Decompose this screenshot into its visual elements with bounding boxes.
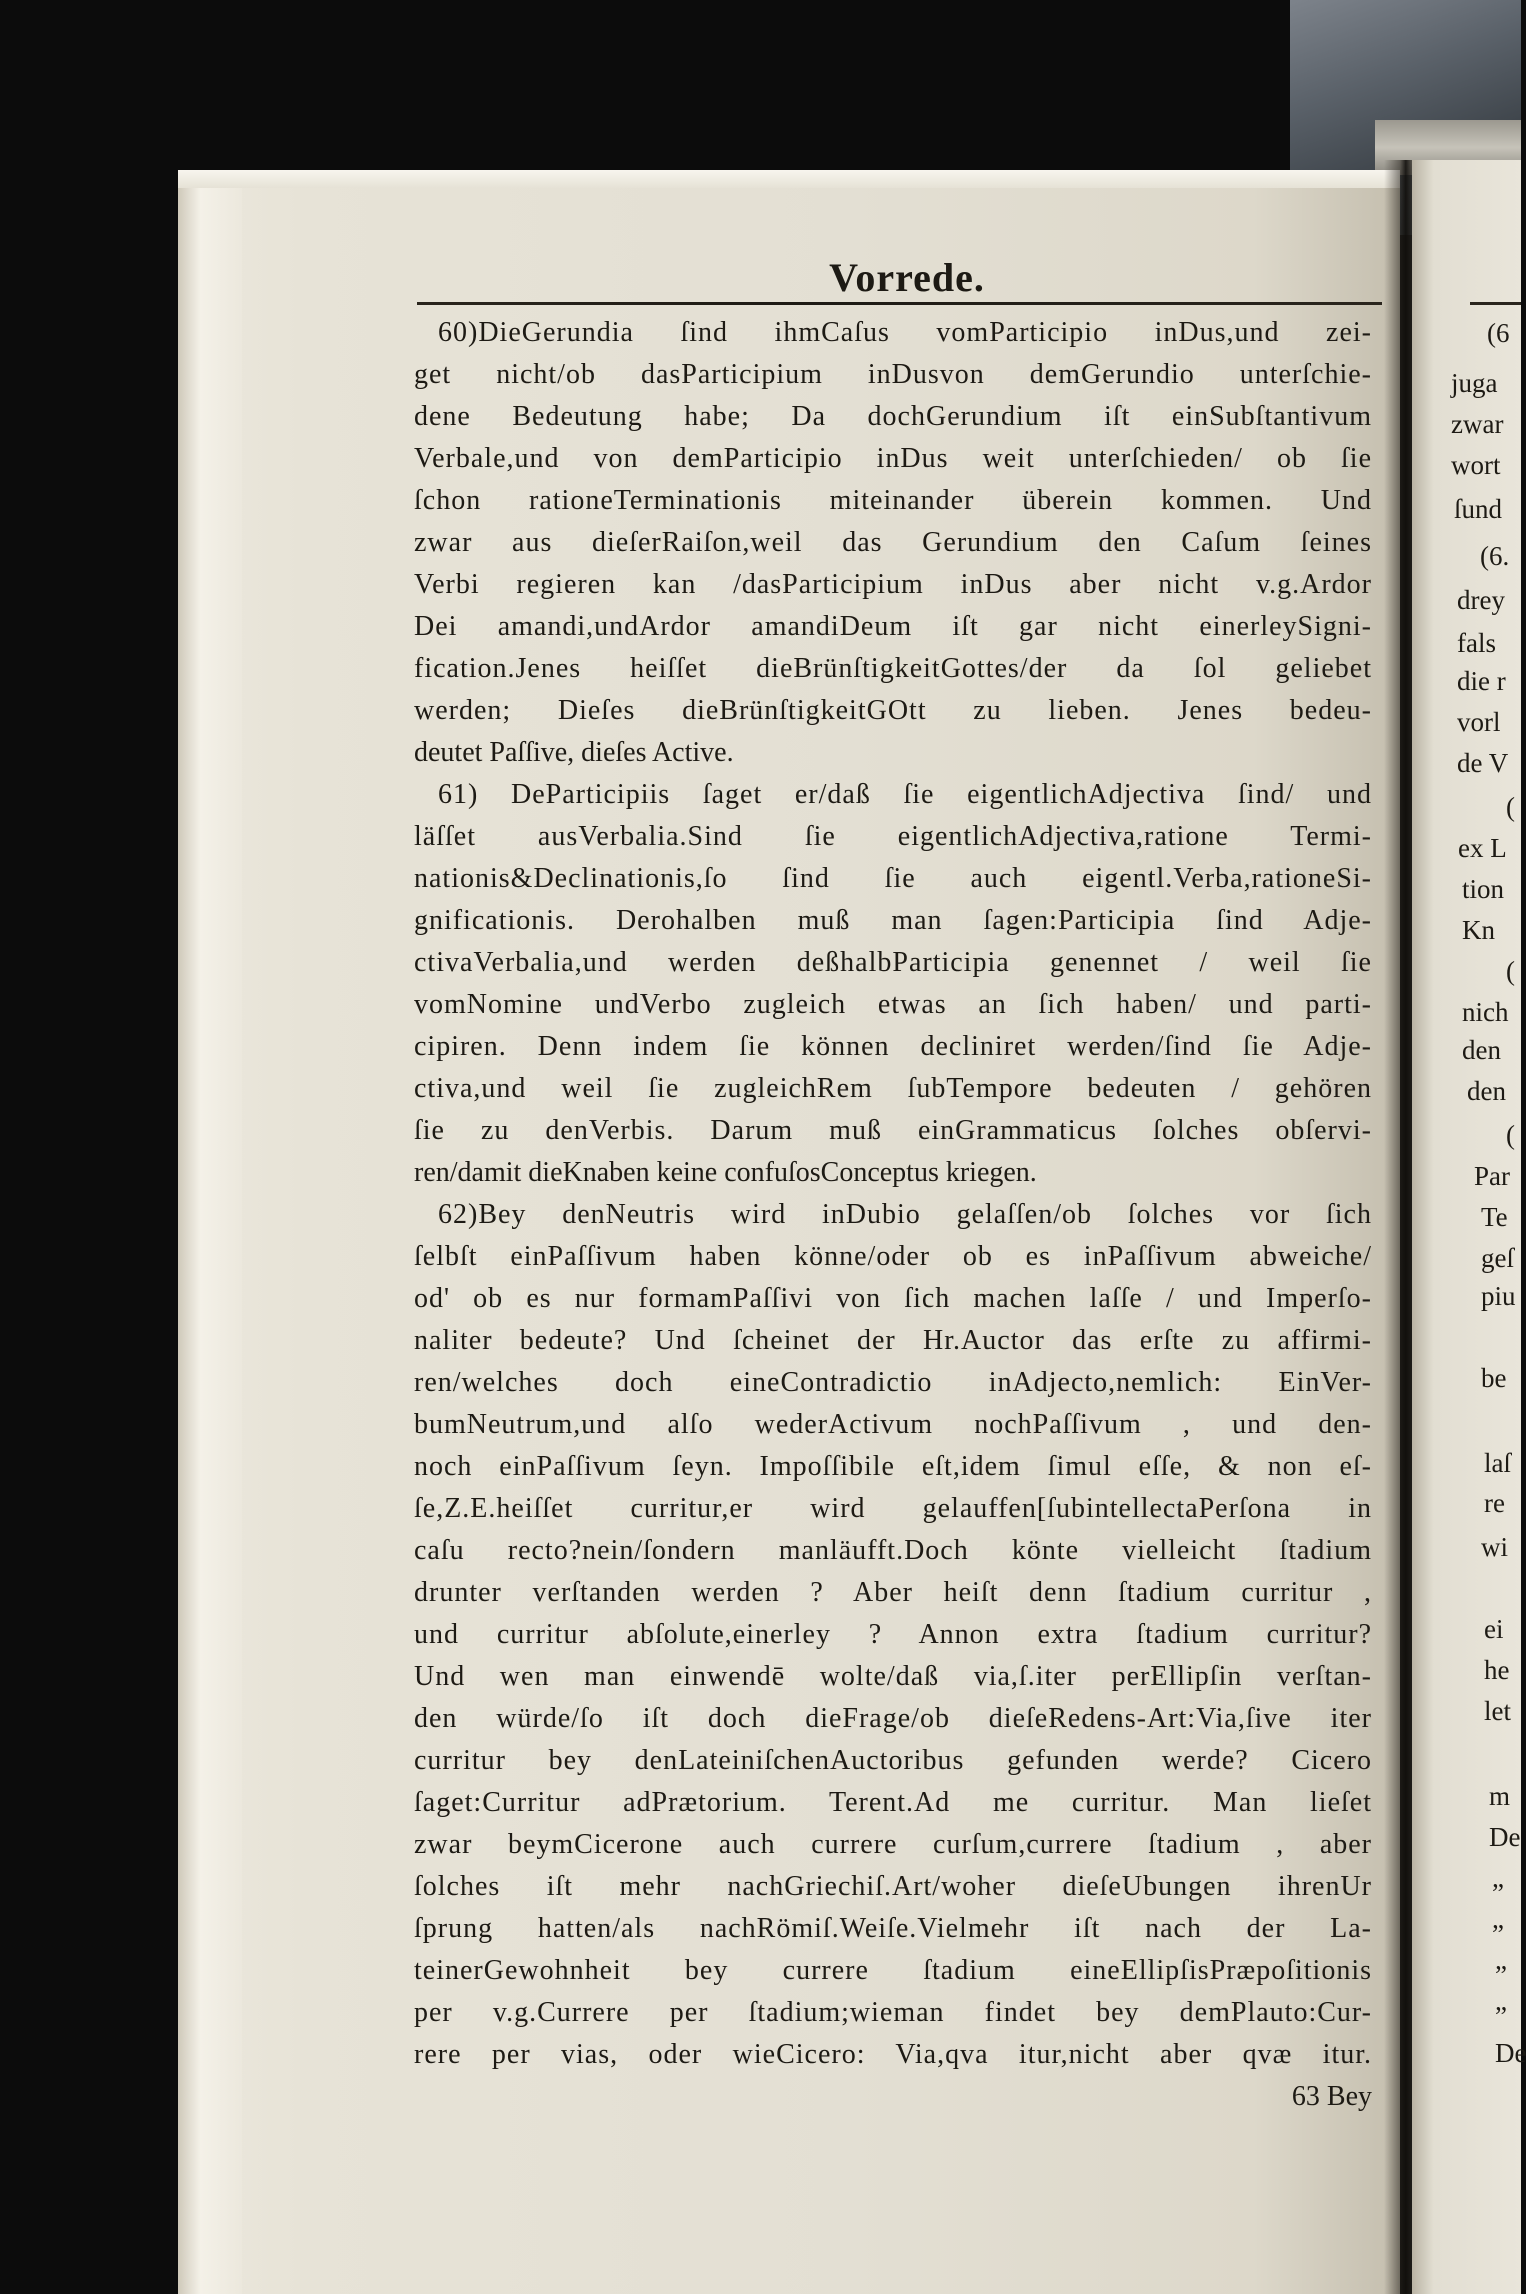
facing-page-fragment: re	[1484, 1488, 1505, 1518]
text-line: curritur bey denLateiniſchenAuctoribus gefunden werde? Cicero	[414, 1745, 1372, 1776]
text-line: ſelbſt einPaſſivum haben könne/oder ob es inPaſſivum abweiche/	[414, 1241, 1372, 1272]
facing-page-fragment: vorl	[1457, 707, 1501, 737]
vellum-top-edge	[178, 170, 1400, 188]
text-line: läſſet ausVerbalia.Sind ſie eigentlichAdjectiva,ratione Termi-	[414, 821, 1372, 852]
text-line: dene Bedeutung habe; Da dochGerundium iſt einSubſtantivum	[414, 401, 1372, 432]
facing-page-fragment: (	[1506, 792, 1515, 822]
facing-page-fragment: „	[1495, 1945, 1507, 1975]
text-block	[414, 312, 1372, 2118]
text-line: ſolches iſt mehr nachGriechiſ.Art/woher dieſeUbungen ihrenUr	[414, 1871, 1372, 1902]
facing-page-fragment: (6	[1487, 318, 1510, 348]
text-line: Dei amandi,undArdor amandiDeum iſt gar nicht einerleySigni-	[414, 611, 1372, 642]
facing-page-fragment: laſ	[1484, 1448, 1511, 1478]
facing-page-fragment: Te	[1481, 1202, 1508, 1232]
text-line: od' ob es nur formamPaſſivi von ſich machen laſſe / und Imperſo-	[414, 1283, 1372, 1314]
paragraph	[414, 1194, 1372, 2076]
facing-page-fragment: die r	[1457, 666, 1506, 696]
head-rule	[417, 302, 1382, 305]
text-line: bumNeutrum,und alſo wederActivum nochPaſſivum , und den-	[414, 1409, 1372, 1440]
facing-page-fragment: ei	[1484, 1614, 1504, 1644]
text-line: gnificationis. Derohalben muß man ſagen:Participia ſind Adje-	[414, 905, 1372, 936]
facing-page-fragment: m	[1489, 1781, 1511, 1811]
facing-page-fragment: be	[1481, 1363, 1507, 1393]
text-line: per v.g.Currere per ſtadium;wieman findet bey demPlauto:Cur-	[414, 1997, 1372, 2028]
text-line: teinerGewohnheit bey currere ſtadium eineEllipſisPræpoſitionis	[414, 1955, 1372, 1986]
catchword: 63 Bey	[1291, 2081, 1372, 2112]
facing-page-fragment: wi	[1481, 1532, 1508, 1562]
text-line: ſie zu denVerbis. Darum muß einGrammaticus ſolches obſervi-	[414, 1115, 1372, 1146]
facing-page-fragment: wort	[1451, 450, 1501, 480]
text-line: caſu recto?nein/ſondern manläufft.Doch könte vielleicht ſtadium	[414, 1535, 1372, 1566]
facing-page-fragment: piu	[1481, 1281, 1516, 1311]
facing-page-fragment: den	[1467, 1076, 1506, 1106]
text-line: get nicht/ob dasParticipium inDusvon demGerundio unterſchie-	[414, 359, 1372, 390]
facing-page-fragment: Par	[1474, 1161, 1510, 1191]
facing-page-fragment: juga	[1451, 368, 1498, 398]
facing-page-fragment: den	[1462, 1035, 1501, 1065]
text-line: Verbale,und von demParticipio inDus weit unterſchieden/ ob ſie	[414, 443, 1372, 474]
facing-page-fragment: drey	[1457, 585, 1505, 615]
text-line: 62)Bey denNeutris wird inDubio gelaſſen/ob ſolches vor ſich	[438, 1199, 1372, 1230]
text-line: ſe,Z.E.heiſſet curritur,er wird gelauffen[ſubintellectaPerſona in	[414, 1493, 1372, 1524]
facing-page-fragment: Kn	[1462, 915, 1495, 945]
text-line: vomNomine undVerbo zugleich etwas an ſich haben/ und parti-	[414, 989, 1372, 1020]
facing-page-fragment: (	[1506, 1120, 1515, 1150]
facing-page-fragment: De	[1489, 1822, 1521, 1852]
text-line: ſaget:Curritur adPrætorium. Terent.Ad me curritur. Man lieſet	[414, 1787, 1372, 1818]
facing-page-fragment: ex L	[1458, 833, 1507, 863]
text-line: den würde/ſo iſt doch dieFrage/ob dieſeRedens-Art:Via,ſive iter	[414, 1703, 1372, 1734]
text-line: ſchon rationeTerminationis miteinander überein kommen. Und	[414, 485, 1372, 516]
facing-page-fragment: (6.	[1480, 541, 1510, 571]
facing-page-fragment: zwar	[1451, 409, 1504, 439]
facing-page-fragment: he	[1484, 1655, 1510, 1685]
text-line: ren/welches doch eineContradictio inAdjecto,nemlich: EinVer-	[414, 1367, 1372, 1398]
facing-page-fragment: de V	[1457, 748, 1509, 778]
running-head: Vorrede.	[829, 255, 985, 300]
text-line: Verbi regieren kan /dasParticipium inDus aber nicht v.g.Ardor	[414, 569, 1372, 600]
facing-page-fragment: „	[1492, 1863, 1504, 1893]
text-line: Und wen man einwendē wolte/daß via,ſ.iter perEllipſin verſtan-	[414, 1661, 1372, 1692]
vellum-binding-edge	[178, 170, 242, 2294]
facing-page-fragment: ſund	[1454, 494, 1503, 524]
facing-page-fragment: let	[1484, 1696, 1511, 1726]
text-line: werden; Dieſes dieBrünſtigkeitGOtt zu lieben. Jenes bedeu-	[414, 695, 1372, 726]
text-line: cipiren. Denn indem ſie können decliniret werden/ſind ſie Adje-	[414, 1031, 1372, 1062]
facing-page-fragment: tion	[1462, 874, 1505, 904]
facing-page-fragment: geſ	[1481, 1243, 1514, 1273]
text-line: nationis&Declinationis,ſo ſind ſie auch eigentl.Verba,rationeSi-	[414, 863, 1372, 894]
text-line: drunter verſtanden werden ? Aber heiſt denn ſtadium curritur ,	[414, 1577, 1372, 1608]
facing-page-fragment: (	[1506, 956, 1515, 986]
text-line: zwar aus dieſerRaiſon,weil das Gerundium den Caſum ſeines	[414, 527, 1372, 558]
text-line: ſprung hatten/als nachRömiſ.Weiſe.Vielmehr iſt nach der La-	[414, 1913, 1372, 1944]
text-line: zwar beymCicerone auch currere curſum,currere ſtadium , aber	[414, 1829, 1372, 1860]
text-line: deutet Paſſive, dieſes Active.	[414, 737, 734, 768]
text-line: rere per vias, oder wieCicero: Via,qva itur,nicht aber qvæ itur.	[414, 2039, 1372, 2070]
paragraph	[414, 312, 1372, 774]
text-line: 60)DieGerundia ſind ihmCaſus vomParticipio inDus,und zei-	[438, 317, 1372, 348]
text-line: 61) DeParticipiis ſaget er/daß ſie eigentlichAdjectiva ſind/ und	[438, 779, 1372, 810]
facing-page-fragment: fals	[1457, 628, 1496, 658]
facing-page-fragment: „	[1495, 1986, 1507, 2016]
facing-page-fragment: nich	[1462, 997, 1509, 1027]
text-line: ctiva,und weil ſie zugleichRem ſubTempore bedeuten / gehören	[414, 1073, 1372, 1104]
text-line: ctivaVerbalia,und werden deßhalbParticipia genennet / weil ſie	[414, 947, 1372, 978]
text-line: fication.Jenes heiſſet dieBrünſtigkeitGottes/der da ſol geliebet	[414, 653, 1372, 684]
text-line: noch einPaſſivum ſeyn. Impoſſibile eſt,idem ſimul eſſe, & non eſ-	[414, 1451, 1372, 1482]
facing-head-rule	[1470, 302, 1521, 305]
facing-page-fragment: „	[1492, 1904, 1504, 1934]
text-line: naliter bedeute? Und ſcheinet der Hr.Auctor das erſte zu affirmi-	[414, 1325, 1372, 1356]
paragraph	[414, 774, 1372, 1194]
facing-page-fragment: De	[1495, 2038, 1526, 2068]
text-line: ren/damit dieKnaben keine confuſosConceptus kriegen.	[414, 1157, 1037, 1188]
facing-page	[1412, 0, 1526, 2294]
text-line: und curritur abſolute,einerley ? Annon extra ſtadium curritur?	[414, 1619, 1372, 1650]
